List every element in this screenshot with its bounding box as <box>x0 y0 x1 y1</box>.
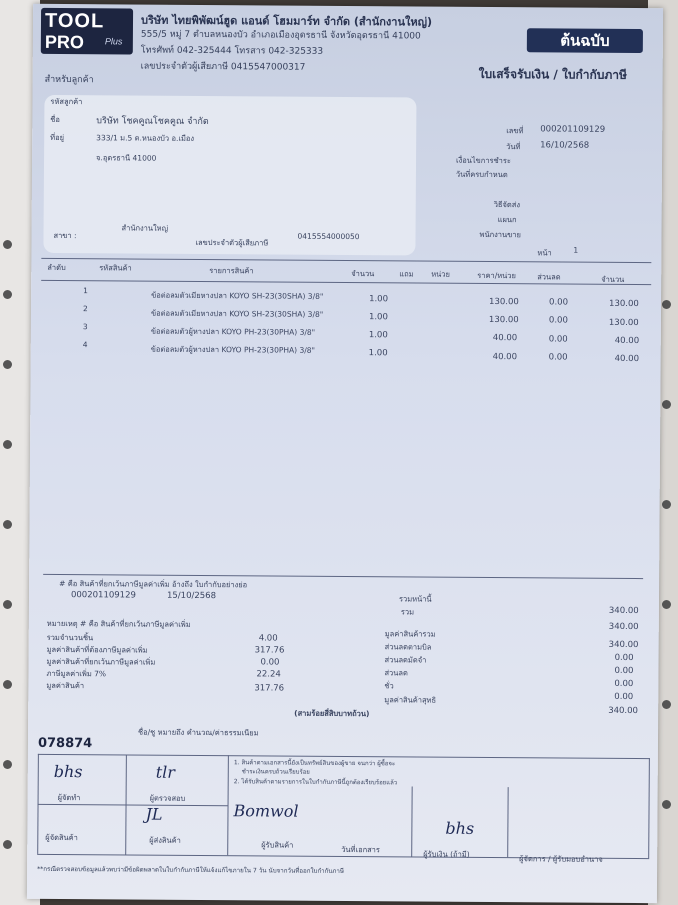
signature-divider <box>507 787 508 857</box>
col-no: ลำดับ <box>47 262 66 273</box>
reference-number: 000201109129 <box>70 590 136 601</box>
summary-label: ภาษีมูลค่าเพิ่ม 7% <box>46 668 107 679</box>
customer-address-line2: จ.อุดรธานี 41000 <box>96 153 157 163</box>
shipping-method-label: วิธีจัดส่ง <box>493 200 521 210</box>
doc-number: 000201109129 <box>540 124 606 135</box>
summary-value: 0.00 <box>260 657 280 668</box>
for-customer-label: สำหรับลูกค้า <box>44 74 94 86</box>
terms-note: 1. สินค้าตามเอกสารนี้ยังเป็นทรัพย์สินของผู้ขาย จนกว่า ผู้ซื้อจะ <box>233 759 396 768</box>
punch-hole <box>3 520 12 529</box>
preparer-signature: bhs <box>53 761 83 782</box>
original-copy-badge: ต้นฉบับ <box>527 28 643 53</box>
row-price: 130.00 <box>488 315 519 326</box>
row-price: 40.00 <box>492 352 518 363</box>
table-top-rule <box>41 258 651 263</box>
row-amount: 130.00 <box>608 317 639 329</box>
due-date-label: วันที่ครบกำหนด <box>455 169 508 180</box>
row-discount: 0.00 <box>548 334 568 345</box>
cashier-signature: bhs <box>445 818 475 838</box>
col-description: รายการสินค้า <box>209 266 254 276</box>
summary-value: 317.76 <box>254 645 285 656</box>
logo-plus: Plus <box>104 36 123 47</box>
col-qty: จำนวน <box>351 269 375 279</box>
punch-hole <box>3 290 12 299</box>
row-qty: 1.00 <box>368 312 388 323</box>
receiver-label: ผู้รับสินค้า <box>261 840 294 850</box>
checker-signature: tlr <box>155 762 176 782</box>
logo-line2: PRO <box>44 31 84 53</box>
row-qty: 1.00 <box>368 330 388 341</box>
col-free: แถม <box>399 269 414 279</box>
total-label: รวม <box>400 607 415 617</box>
punch-hole <box>662 400 671 409</box>
summary-right-label: ส่วนลดตามบิล <box>384 642 432 652</box>
reference-note: # คือ สินค้าที่ยกเว้นภาษีมูลค่าเพิ่ม อ้างถึง ใบกำกับอย่างย่อ <box>59 579 248 590</box>
summary-label: มูลค่าสินค้า <box>46 680 85 691</box>
summary-right-label: ชั่ว <box>384 681 394 691</box>
terms-note: ชำระเงินครบถ้วนเรียบร้อย <box>241 768 310 776</box>
customer-name: บริษัท โชคคูณโชคคูณ จำกัด <box>96 116 209 128</box>
row-no: 1 <box>83 286 88 296</box>
summary-right-value: 0.00 <box>614 665 634 677</box>
salesperson-label: พนักงานขาย <box>479 229 521 240</box>
punch-hole <box>3 440 12 449</box>
row-amount: 40.00 <box>614 353 640 365</box>
reference-date: 15/10/2568 <box>166 590 217 602</box>
col-unit-price: ราคา/หน่วย <box>477 270 516 281</box>
deliverer-signature: JL <box>145 804 163 824</box>
punch-hole <box>662 300 671 309</box>
company-tax-id: เลขประจำตัวผู้เสียภาษี 0415547000317 <box>140 61 306 73</box>
summary-right-value: 0.00 <box>614 652 634 664</box>
page-number: 1 <box>573 245 579 255</box>
row-no: 3 <box>82 322 88 332</box>
amount-in-words: (สามร้อยสี่สิบบาทถ้วน) <box>294 708 370 719</box>
col-discount: ส่วนลด <box>537 272 561 282</box>
row-description: ข้อต่อลมตัวเมียหางปลา KOYO SH-23(30SHA) 3/8" <box>151 290 324 301</box>
punch-hole <box>3 600 12 609</box>
signature-divider <box>648 758 650 858</box>
subtotal-page-label: รวมหน้านี้ <box>398 594 432 604</box>
summary-label: รวมจำนวนชิ้น <box>46 632 94 643</box>
customer-address-label: ที่อยู่ <box>50 132 65 143</box>
cashier-label: ผู้รับเงิน (ถ้ามี) <box>423 849 470 859</box>
remark-header: หมายเหตุ # คือ สินค้าที่ยกเว้นภาษีมูลค่าเพิ่ม <box>46 618 191 629</box>
customer-code-label: รหัสลูกค้า <box>50 96 83 107</box>
punch-hole <box>662 500 671 509</box>
col-unit: หน่วย <box>431 269 450 279</box>
stamp-note: ชื่อ/ชู หมายถึง คำนวณ/ค่าธรรมเนียม <box>138 727 259 738</box>
summary-value: 317.76 <box>254 683 285 694</box>
company-logo <box>41 8 133 55</box>
punch-hole <box>662 600 671 609</box>
punch-hole <box>3 760 12 769</box>
branch-value: สำนักงานใหญ่ <box>121 223 169 233</box>
page-label: หน้า <box>537 248 552 258</box>
summary-label: มูลค่าสินค้าที่ยกเว้นภาษีมูลค่าเพิ่ม <box>46 656 156 667</box>
terms-note: 2. ได้รับสินค้าตามรายการในใบกำกับภาษีนี้ถูกต้องเรียบร้อยแล้ว <box>233 778 398 787</box>
total-value: 340.00 <box>608 621 639 633</box>
col-code: รหัสสินค้า <box>99 263 132 273</box>
receiver-signature: Bomwol <box>233 801 299 821</box>
punch-hole <box>3 680 12 689</box>
payment-terms-label: เงื่อนไขการชำระ <box>456 155 511 166</box>
summary-right-label: ส่วนลด <box>384 668 408 678</box>
deliverer-label: ผู้ส่งสินค้า <box>149 835 181 845</box>
punch-hole <box>3 360 12 369</box>
serial-number: 078874 <box>37 735 93 752</box>
row-description: ข้อต่อลมตัวเมียหางปลา KOYO SH-23(30SHA) 3/8" <box>150 308 324 319</box>
row-price: 130.00 <box>489 297 519 308</box>
correction-note: **กรณีตรวจสอบข้อมูลแล้วพบว่ามีข้อผิดพลาดในใบกำกับภาษีให้แจ้งแก้ไขภายใน 7 วัน นับจากวันที่ออกใบกำกับภาษี <box>37 865 344 876</box>
logo-line1: TOOL <box>44 9 105 33</box>
summary-right-label: มูลค่าสินค้ารวม <box>384 629 436 639</box>
summary-right-value: 340.00 <box>608 705 638 717</box>
company-phone: โทรศัพท์ 042-325444 โทรสาร 042-325333 <box>140 45 324 57</box>
punch-hole <box>662 800 671 809</box>
doc-date-label: วันที่ <box>506 142 521 152</box>
doc-date-sign-label: วันที่เอกสาร <box>341 844 380 855</box>
row-no: 2 <box>82 304 88 314</box>
customer-tax-id: 0415554000050 <box>297 231 360 242</box>
row-no: 4 <box>82 340 88 350</box>
company-address: 555/5 หมู่ 7 ตำบลหนองบัว อำเภอเมืองอุดรธานี จังหวัดอุดรธานี 41000 <box>140 29 421 42</box>
punch-hole <box>3 840 12 849</box>
row-price: 40.00 <box>492 333 518 344</box>
doc-date: 16/10/2568 <box>540 140 590 151</box>
doc-number-label: เลขที่ <box>506 126 524 136</box>
picker-label: ผู้จัดสินค้า <box>45 832 78 843</box>
summary-right-value: 0.00 <box>614 691 634 703</box>
row-qty: 1.00 <box>368 348 388 359</box>
row-discount: 0.00 <box>549 297 569 308</box>
company-name: บริษัท ไทยพิพัฒน์ฮูด แอนด์ โฮมมาร์ท จำกัด (สำนักงานใหญ่) <box>140 13 433 29</box>
summary-right-value: 0.00 <box>614 678 634 690</box>
department-label: แผนก <box>497 215 517 225</box>
row-description: ข้อต่อลมตัวผู้หางปลา KOYO PH-23(30PHA) 3/8" <box>150 326 316 337</box>
punch-hole <box>662 700 671 709</box>
col-amount: จำนวน <box>601 274 625 284</box>
customer-name-label: ชื่อ <box>50 114 60 125</box>
summary-value: 4.00 <box>258 633 278 644</box>
signature-mid-rule <box>38 804 228 806</box>
summary-right-value: 340.00 <box>608 639 639 651</box>
document-title: ใบเสร็จรับเงิน / ใบกำกับภาษี <box>478 66 627 82</box>
row-description: ข้อต่อลมตัวผู้หางปลา KOYO PH-23(30PHA) 3/8" <box>150 344 316 355</box>
row-discount: 0.00 <box>548 315 568 326</box>
receipt-document <box>27 4 663 903</box>
summary-right-label: ส่วนลดมัดจำ <box>384 655 427 665</box>
subtotal-page-value: 340.00 <box>608 605 639 617</box>
row-discount: 0.00 <box>548 352 568 363</box>
customer-address-line1: 333/1 ม.5 ต.หนองบัว อ.เมือง <box>96 133 195 143</box>
summary-value: 22.24 <box>256 669 281 680</box>
branch-label: สาขา : <box>53 230 77 241</box>
row-amount: 40.00 <box>614 335 640 347</box>
summary-right-label: มูลค่าสินค้าสุทธิ <box>384 695 437 705</box>
summary-label: มูลค่าสินค้าที่ต้องภาษีมูลค่าเพิ่ม <box>46 644 148 655</box>
customer-tax-label: เลขประจำตัวผู้เสียภาษี <box>195 237 269 248</box>
row-amount: 130.00 <box>609 298 639 310</box>
preparer-label: ผู้จัดทำ <box>57 793 81 803</box>
row-qty: 1.00 <box>369 294 389 305</box>
punch-hole <box>3 240 12 249</box>
manager-label: ผู้จัดการ / ผู้รับมอบอำนาจ <box>519 854 603 864</box>
checker-label: ผู้ตรวจสอบ <box>149 793 186 803</box>
signature-divider <box>411 786 412 856</box>
